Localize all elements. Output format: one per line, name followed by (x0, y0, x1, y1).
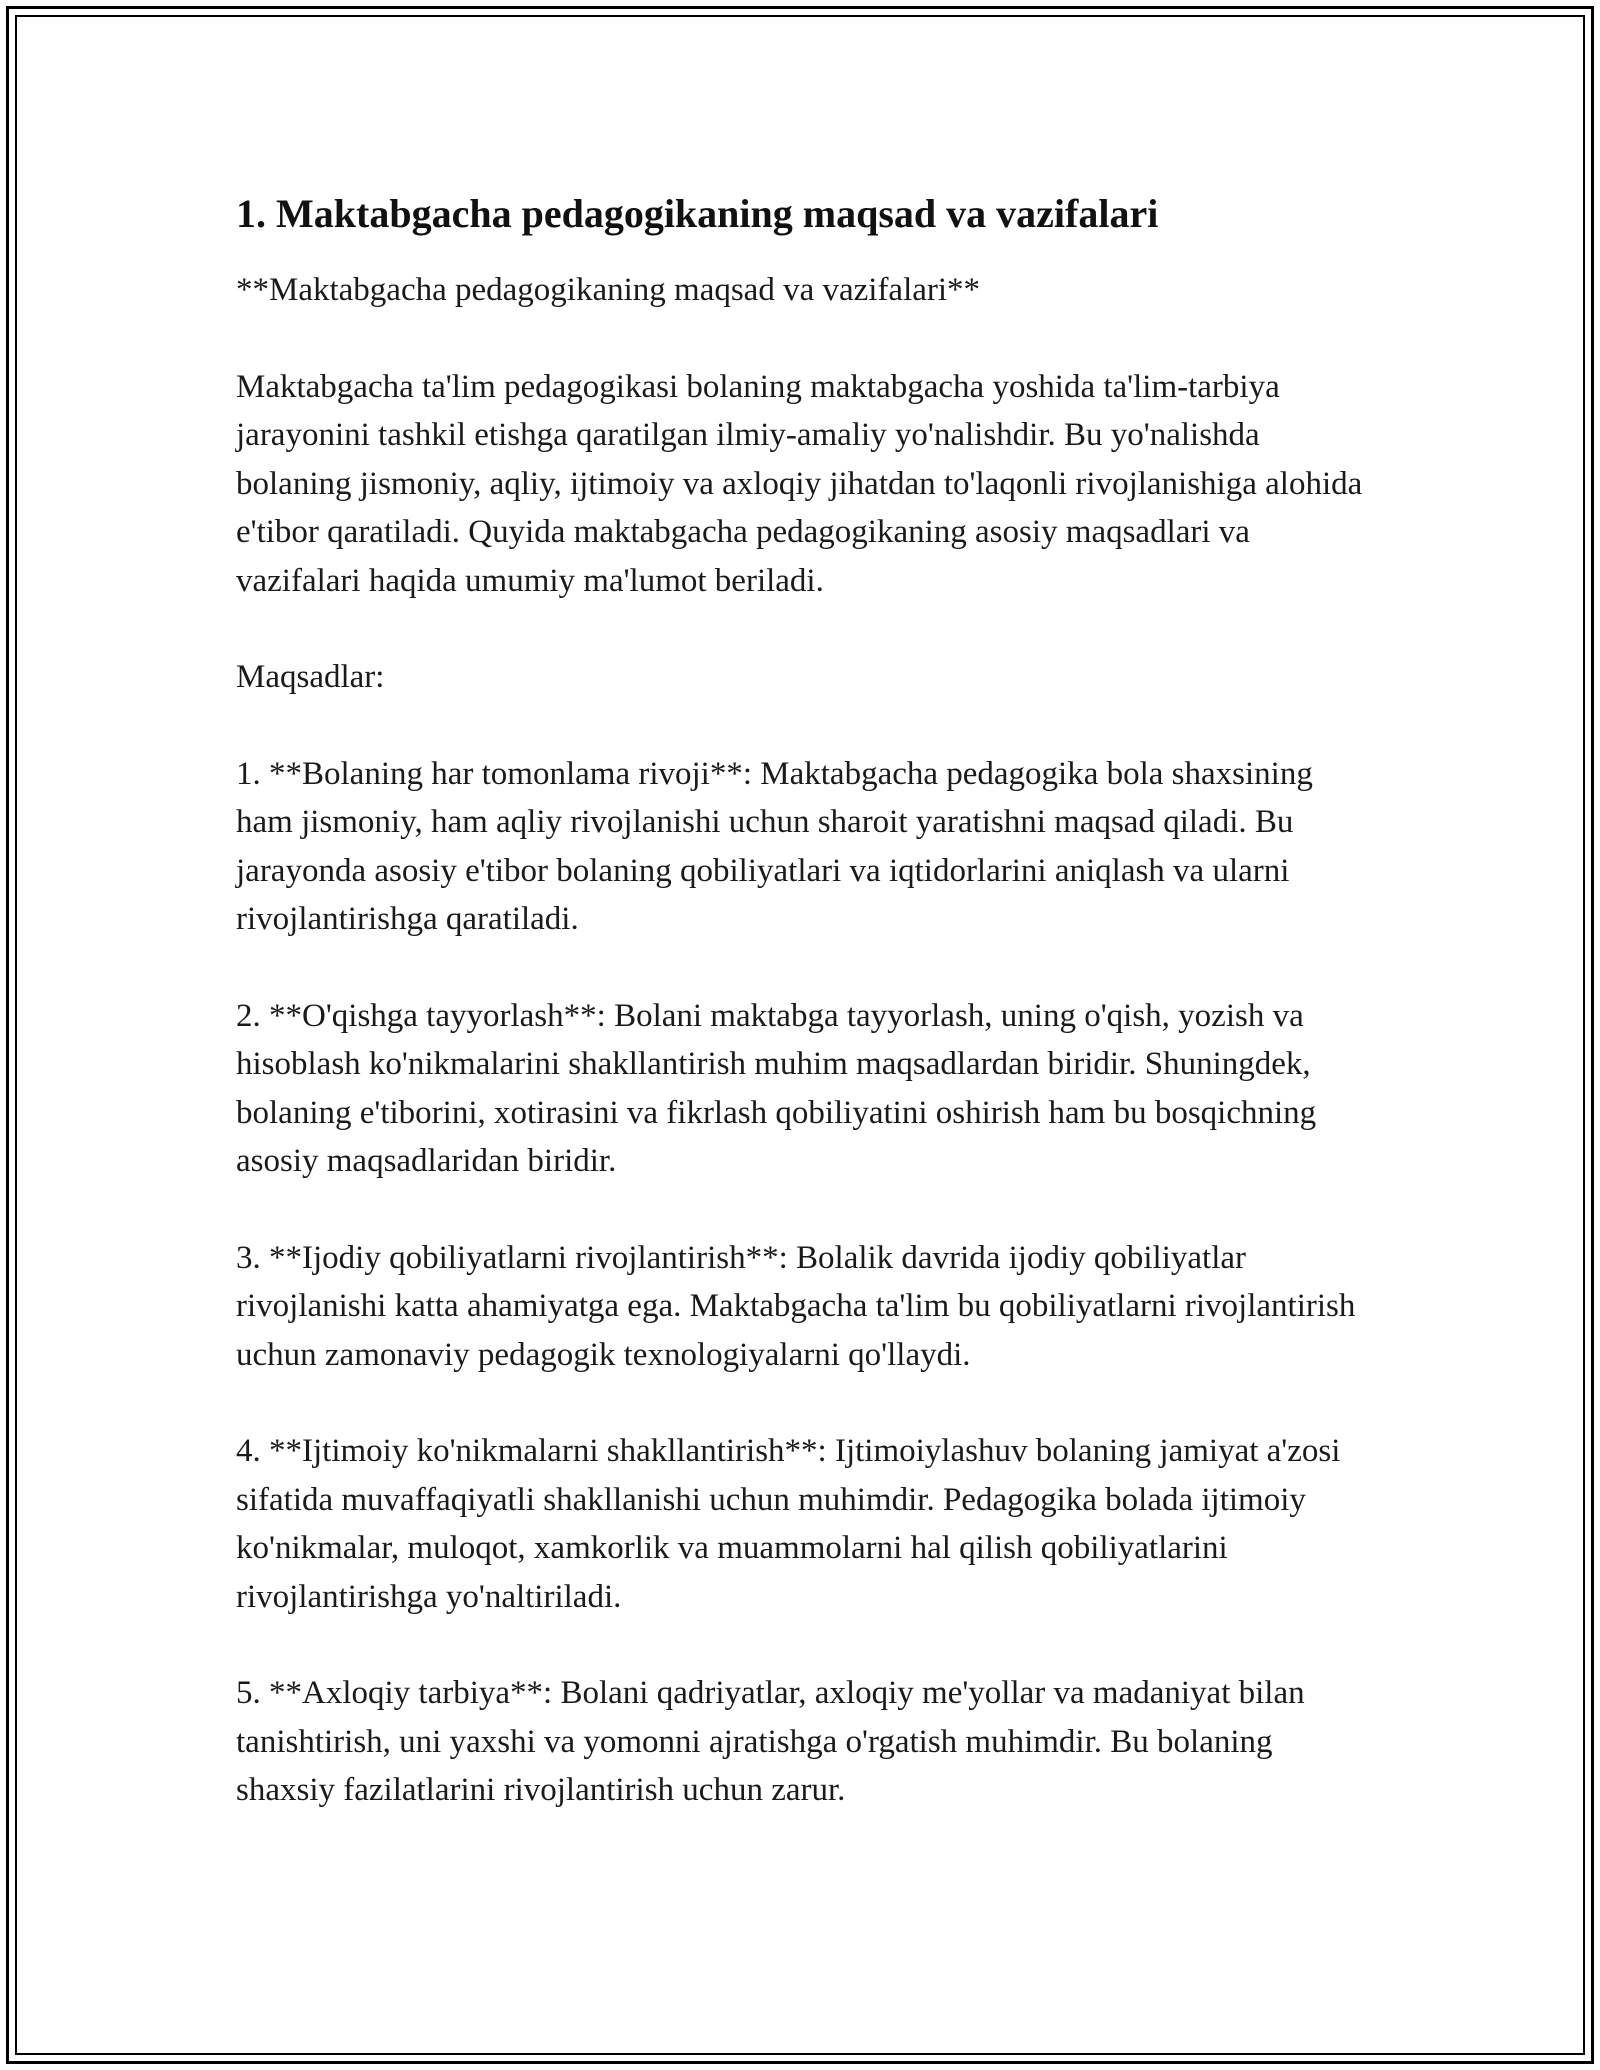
goal-item-2: 2. **O'qishga tayyorlash**: Bolani maktabga tayyorlash, uning o'qish, yozish va hisoblash ko'nikmalarini shakllantirish muhim maqsadlardan biridir. Shuningdek, bolaning e'tiborini, xotirasini va fikrlash qobiliyatini oshirish ham bu bosqichning asosiy maqsadlaridan biridir. (236, 997, 1317, 1179)
document-title: 1. Maktabgacha pedagogikaning maqsad va vazifalari (236, 191, 1159, 236)
goal-item-3: 3. **Ijodiy qobiliyatlarni rivojlantirish**: Bolalik davrida ijodiy qobiliyatlar rivojlanishi katta ahamiyatga ega. Maktabgacha ta'lim bu qobiliyatlarni rivojlantirish uchun zamonaviy pedagogik texnologiyalarni qo'llaydi. (236, 1239, 1356, 1373)
goals-heading: Maqsadlar: (236, 659, 385, 695)
document-body (236, 186, 1366, 1863)
document-subtitle: **Maktabgacha pedagogikaning maqsad va vazifalari** (236, 272, 981, 308)
goal-item-4: 4. **Ijtimoiy ko'nikmalarni shakllantirish**: Ijtimoiylashuv bolaning jamiyat a'zosi sifatida muvaffaqiyatli shakllanishi uchun muhimdir. Pedagogika bolada ijtimoiy ko'nikmalar, muloqot, xamkorlik va muammolarni hal qilish qobiliyatlarini rivojlantirishga yo'naltiriladi. (236, 1433, 1341, 1615)
intro-paragraph: Maktabgacha ta'lim pedagogikasi bolaning maktabgacha yoshida ta'lim-tarbiya jarayonini tashkil etishga qaratilgan ilmiy-amaliy yo'nalishdir. Bu yo'nalishda bolaning jismoniy, aqliy, ijtimoiy va axloqiy jihatdan to'laqonli rivojlanishiga alohida e'tibor qaratiladi. Quyida maktabgacha pedagogikaning asosiy maqsadlari va vazifalari haqida umumiy ma'lumot beriladi. (236, 368, 1363, 599)
goal-item-1: 1. **Bolaning har tomonlama rivoji**: Maktabgacha pedagogika bola shaxsining ham jismoniy, ham aqliy rivojlanishi uchun sharoit yaratishni maqsad qiladi. Bu jarayonda asosiy e'tibor bolaning qobiliyatlari va iqtidorlarini aniqlash va ularni rivojlantirishga qaratiladi. (236, 755, 1313, 937)
goal-item-5: 5. **Axloqiy tarbiya**: Bolani qadriyatlar, axloqiy me'yollar va madaniyat bilan tanishtirish, uni yaxshi va yomonni ajratishga o'rgatish muhimdir. Bu bolaning shaxsiy fazilatlarini rivojlantirish uchun zarur. (236, 1675, 1305, 1808)
